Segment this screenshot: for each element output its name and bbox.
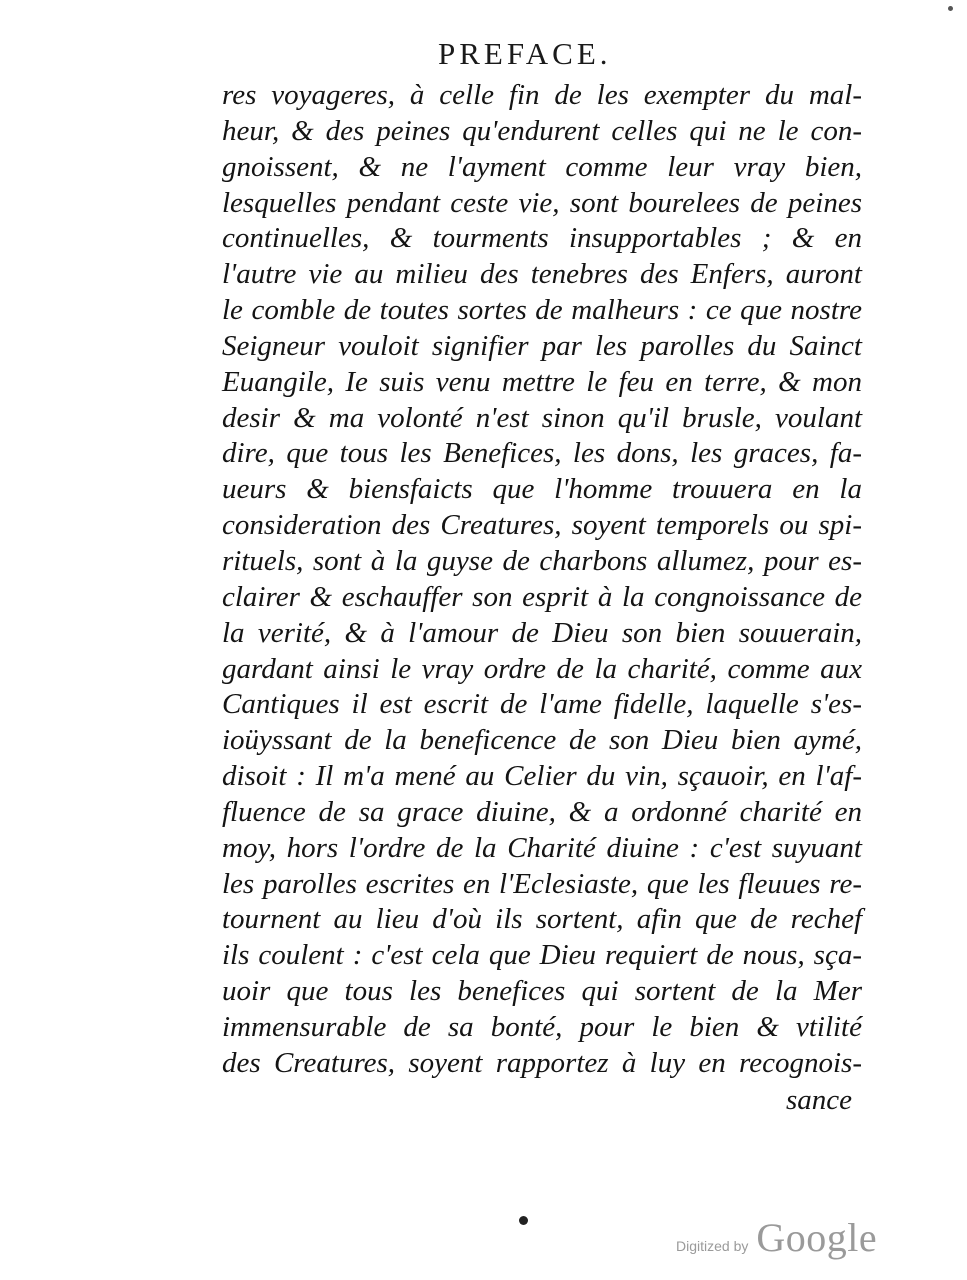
text-line: rituels, sont à la guyse de charbons allumez, pour es- — [222, 544, 862, 577]
text-line: clairer & eschauffer son esprit à la congnoissance de — [222, 580, 862, 613]
text-line: Seigneur vouloit signifier par les parolles du Sainct — [222, 329, 862, 362]
text-line: fluence de sa grace diuine, & a ordonné charité en — [222, 795, 862, 828]
text-line: lesquelles pendant ceste vie, sont bourelees de peines — [222, 186, 862, 219]
watermark-brand: Google — [756, 1215, 878, 1260]
text-line: l'autre vie au milieu des tenebres des Enfers, auront — [222, 258, 862, 291]
text-line: ioüyssant de la beneficence de son Dieu bien aymé, — [222, 724, 862, 757]
ink-dot — [519, 1216, 528, 1225]
body-text — [222, 78, 862, 1082]
text-line: ils coulent : c'est cela que Dieu requiert de nous, sça- — [222, 939, 862, 972]
text-line: immensurable de sa bonté, pour le bien & vtilité — [222, 1010, 862, 1043]
text-line: dire, que tous les Benefices, les dons, les graces, fa- — [222, 437, 862, 470]
text-line: tournent au lieu d'où ils sortent, afin que de rechef — [222, 903, 862, 936]
text-line: des Creatures, soyent rapportez à luy en recognois- — [222, 1046, 862, 1079]
digitization-watermark — [676, 1214, 877, 1261]
text-line: ueurs & biensfaicts que l'homme trouuera en la — [222, 473, 862, 506]
text-line: continuelles, & tourments insupportables ; & en — [222, 222, 862, 255]
text-line: Cantiques il est escrit de l'ame fidelle, laquelle s'es- — [222, 688, 862, 721]
text-line: gardant ainsi le vray ordre de la charité, comme aux — [222, 652, 862, 685]
text-line: Euangile, Ie suis venu mettre le feu en terre, & mon — [222, 365, 862, 398]
text-line: consideration des Creatures, soyent temporels ou spi- — [222, 509, 862, 542]
paper-speck — [948, 6, 953, 11]
running-head: PREFACE. — [438, 36, 612, 71]
catchword: sance — [786, 1084, 853, 1116]
text-line: moy, hors l'ordre de la Charité diuine : c'est suyuant — [222, 831, 862, 864]
text-line: la verité, & à l'amour de Dieu son bien souuerain, — [222, 616, 862, 649]
text-line: desir & ma volonté n'est sinon qu'il brusle, voulant — [222, 401, 862, 434]
text-line: disoit : Il m'a mené au Celier du vin, sçauoir, en l'af- — [222, 760, 862, 793]
text-line: le comble de toutes sortes de malheurs : ce que nostre — [222, 294, 862, 327]
text-line: les parolles escrites en l'Eclesiaste, que les fleuues re- — [222, 867, 862, 900]
watermark-prefix: Digitized by — [676, 1238, 749, 1254]
text-line: gnoissent, & ne l'ayment comme leur vray bien, — [222, 150, 862, 183]
text-line: res voyageres, à celle fin de les exempter du mal- — [222, 79, 862, 111]
text-line: heur, & des peines qu'endurent celles qui ne le con- — [222, 114, 862, 147]
text-line: uoir que tous les benefices qui sortent de la Mer — [222, 975, 862, 1008]
